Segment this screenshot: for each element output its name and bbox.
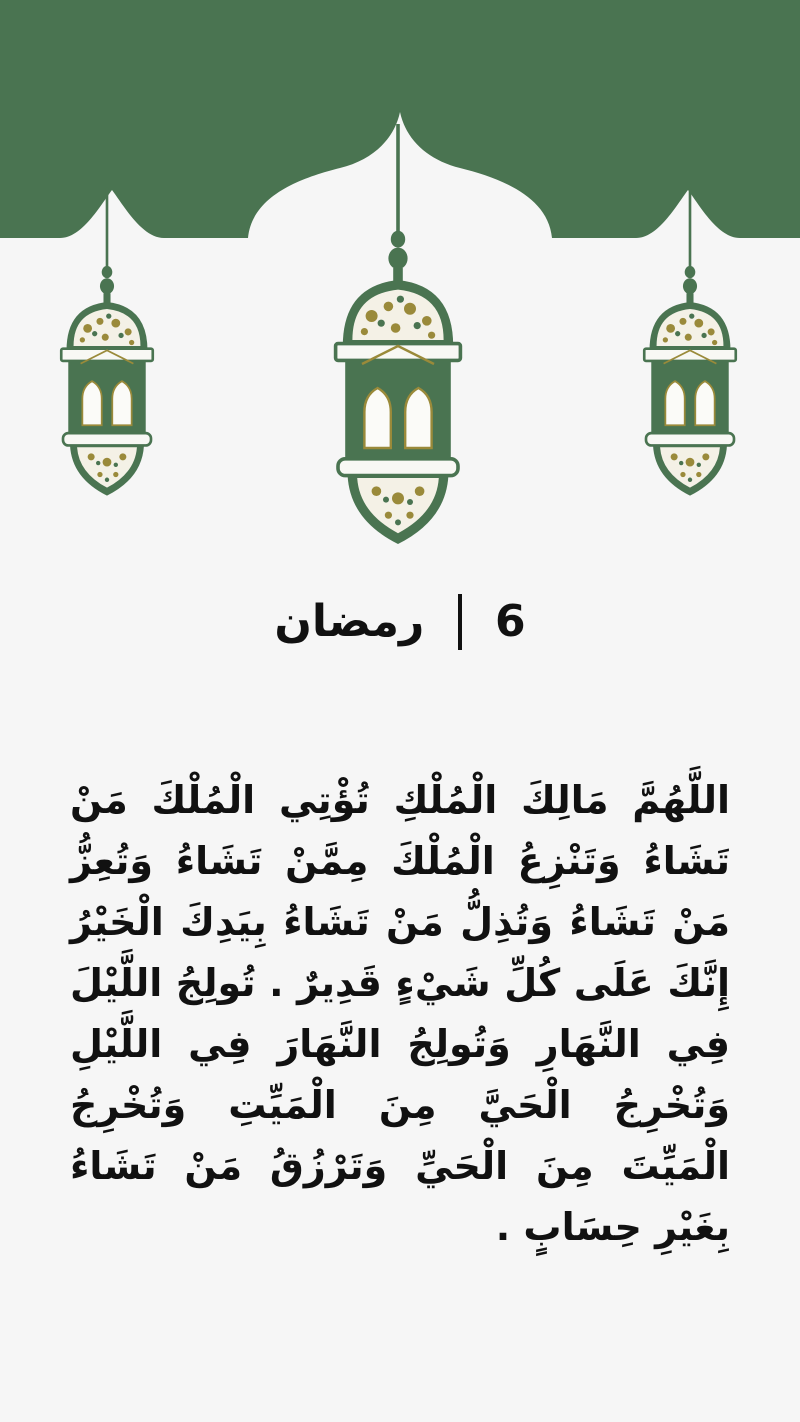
banner-arch-shape	[0, 0, 800, 238]
dua-text: اللَّهُمَّ مَالِكَ الْمُلْكِ تُؤْتِي الْمُلْكَ مَنْ تَشَاءُ وَتَنْزِعُ الْمُلْكَ مِمَّنْ تَشَاءُ وَتُعِزُّ مَنْ تَشَاءُ وَتُذِلُّ مَنْ تَشَاءُ بِيَدِكَ الْخَيْرُ إِنَّكَ عَلَى كُلِّ شَيْءٍ قَدِيرٌ . تُولِجُ اللَّيْلَ فِي النَّهَارِ وَتُولِجُ النَّهَارَ فِي اللَّيْلِ وَتُخْرِجُ الْحَيَّ مِنَ الْمَيِّتِ وَتُخْرِجُ الْمَيِّتَ مِنَ الْحَيِّ وَتَرْزُقُ مَنْ تَشَاءُ بِغَيْرِ حِسَابٍ .	[70, 778, 730, 1249]
heading-divider	[458, 594, 462, 650]
lantern-icon-center	[336, 124, 461, 544]
lantern-icon-right	[644, 188, 736, 496]
day-heading	[0, 580, 800, 660]
day-number: 6	[495, 596, 526, 647]
month-name: رمضان	[274, 596, 425, 647]
lantern-icon-left	[61, 188, 153, 496]
mosque-arch-banner	[0, 0, 800, 560]
